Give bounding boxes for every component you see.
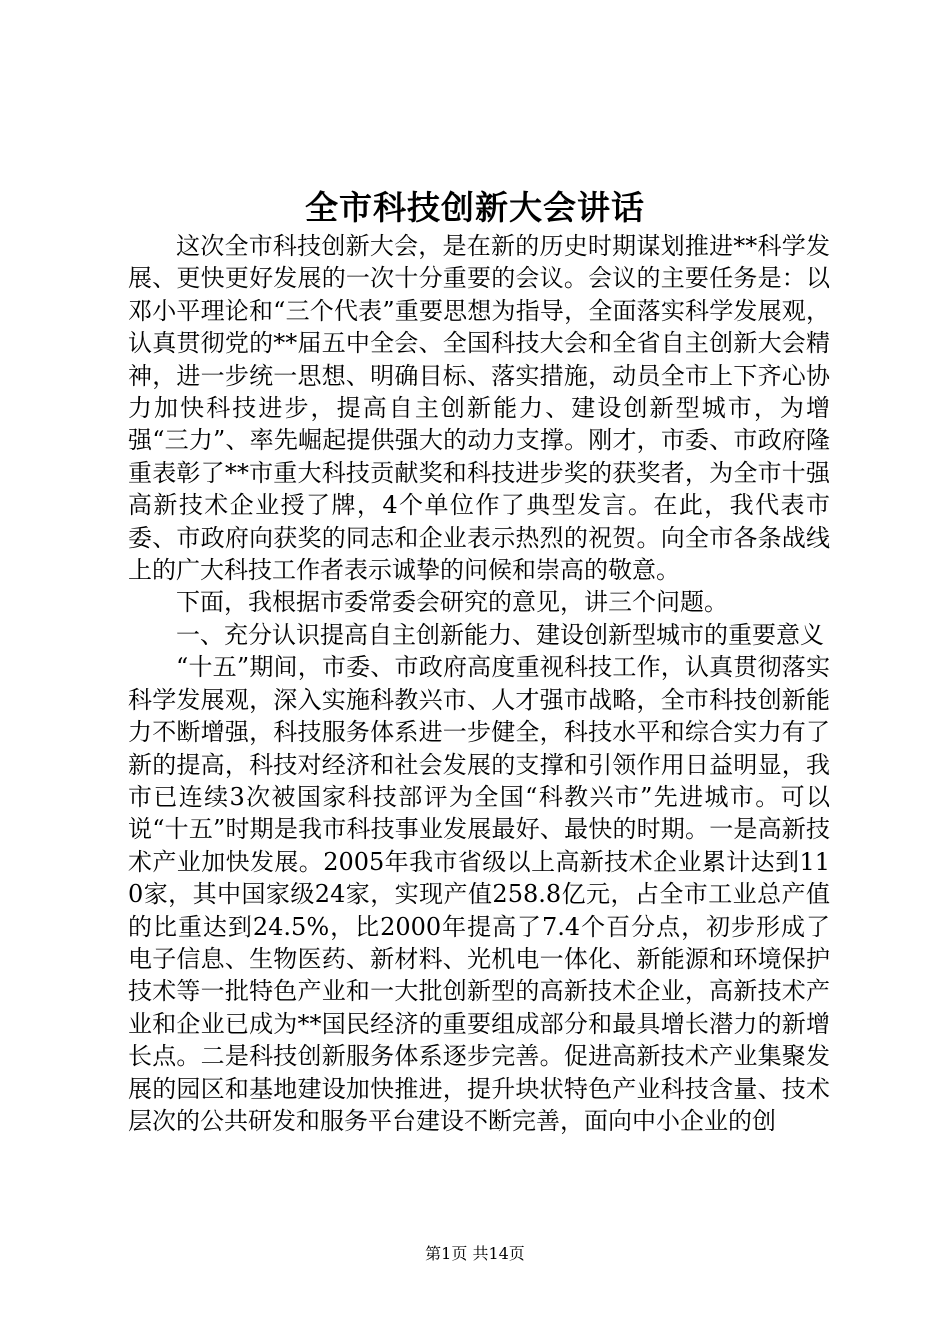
paragraph-outline: 下面，我根据市委常委会研究的意见，讲三个问题。 [176,588,728,617]
document-body [128,230,830,1137]
section-heading-1: 一、充分认识提高自主创新能力、建设创新型城市的重要意义 [176,620,824,649]
paragraph-intro: 这次全市科技创新大会，是在新的历史时期谋划推进**科学发展、更快更好发展的一次十分重要的会议。会议的主要任务是：以邓小平理论和“三个代表”重要思想为指导，全面落实科学发展观，认真贯彻党的**届五中全会、全国科技大会和全省自主创新大会精神，进一步统一思想、明确目标、落实措施，动员全市上下齐心协力加快科技进步，提高自主创新能力、建设创新型城市，为增强“三力”、率先崛起提供强大的动力支撑。刚才，市委、市政府隆重表彰了**市重大科技贡献奖和科技进步奖的获奖者，为全市十强高新技术企业授了牌，4个单位作了典型发言。在此，我代表市委、市政府向获奖的同志和企业表示热烈的祝贺。向全市各条战线上的广大科技工作者表示诚挚的问候和崇高的敬意。 [128,232,830,585]
document-title: 全市科技创新大会讲话 [305,188,645,227]
paragraph-section-1: “十五”期间，市委、市政府高度重视科技工作，认真贯彻落实科学发展观，深入实施科教兴市、人才强市战略，全市科技创新能力不断增强，科技服务体系进一步健全，科技水平和综合实力有了新的提高，科技对经济和社会发展的支撑和引领作用日益明显，我市已连续3次被国家科技部评为全国“科教兴市”先进城市。可以说“十五”时期是我市科技事业发展最好、最快的时期。一是高新技术产业加快发展。2005年我市省级以上高新技术企业累计达到110家，其中国家级24家，实现产值258.8亿元，占全市工业总产值的比重达到24.5%，比2000年提高了7.4个百分点，初步形成了电子信息、生物医药、新材料、光机电一体化、新能源和环境保护技术等一批特色产业和一大批创新型的高新技术企业，高新技术产业和企业已成为**国民经济的重要组成部分和最具增长潜力的新增长点。二是科技创新服务体系逐步完善。促进高新技术产业集聚发展的园区和基地建设加快推进，提升块状特色产业科技含量、技术层次的公共研发和服务平台建设不断完善，面向中小企业的创 [128,653,830,1135]
page-footer: 第1页 共14页 [425,1244,525,1263]
